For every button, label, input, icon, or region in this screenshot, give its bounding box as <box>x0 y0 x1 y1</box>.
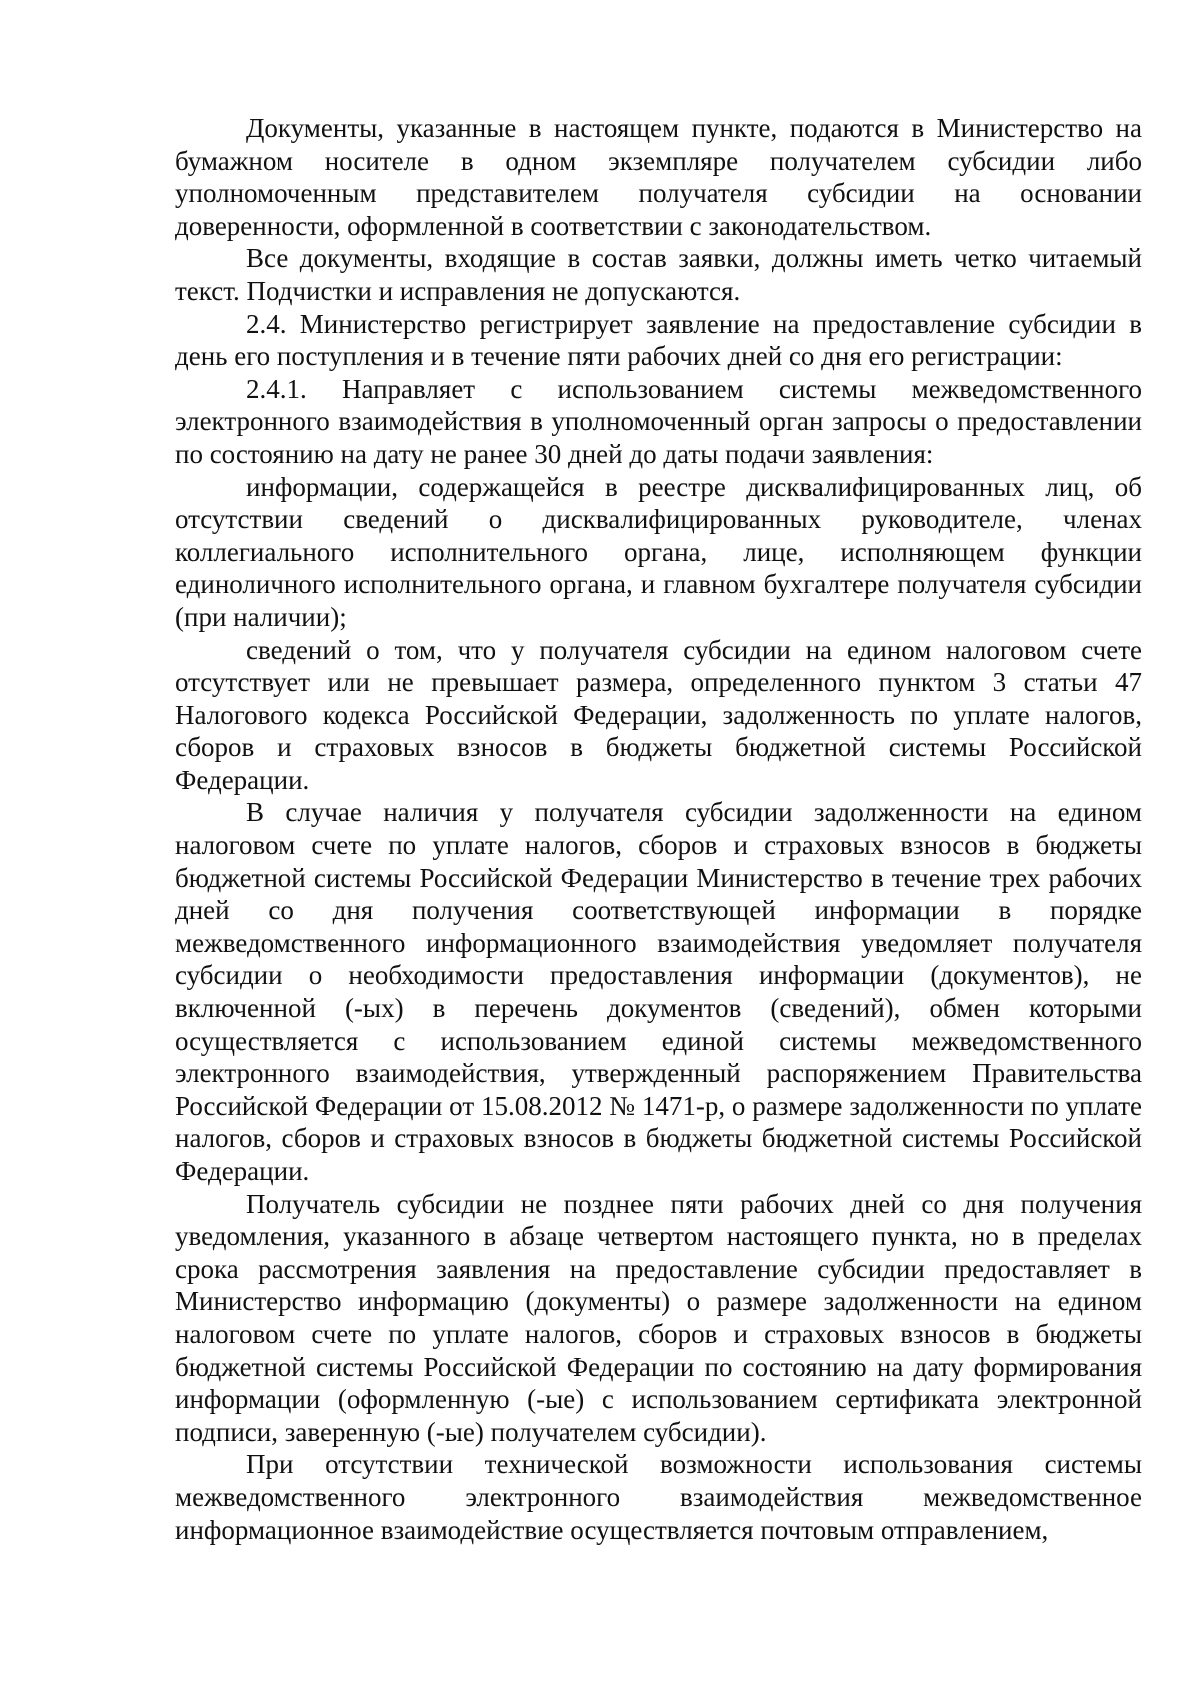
paragraph-postal-interaction: При отсутствии технической возможности использования системы межведомственного электронного взаимодействия межведомственное информационное взаимодействие осуществляется почтовым отправлением, <box>175 1449 1142 1545</box>
paragraph-2-4-1-requests: 2.4.1. Направляет с использованием системы межведомственного электронного взаимодействия в уполномоченный орган запросы о предоставлении по состоянию на дату не ранее 30 дней до даты подачи заявления: <box>175 373 1142 469</box>
paragraph-debt-notification: В случае наличия у получателя субсидии задолженности на едином налоговом счете по уплате налогов, сборов и страховых взносов в бюджеты бюджетной системы Российской Федерации Министерство в течение трех рабочих дней со дня получения соответствующей информации в порядке межведомственного информационного взаимодействия уведомляет получателя субсидии о необходимости предоставления информации (документов), не включенной (-ых) в перечень документов (сведений), обмен которыми осуществляется с использованием единой системы межведомственного электронного взаимодействия, утвержденный распоряжением Правительства Российской Федерации от 15.08.2012 № 1471-р, о размере задолженности по уплате налогов, сборов и страховых взносов в бюджеты бюджетной системы Российской Федерации. <box>175 797 1142 1186</box>
paragraph-documents-submission: Документы, указанные в настоящем пункте, подаются в Министерство на бумажном носителе в одном экземпляре получателем субсидии либо уполномоченным представителем получателя субсидии на основании доверенности, оформленной в соответствии с законодательством. <box>175 113 1142 241</box>
paragraph-recipient-response: Получатель субсидии не позднее пяти рабочих дней со дня получения уведомления, указанного в абзаце четвертом настоящего пункта, но в пределах срока рассмотрения заявления на предоставление субсидии предоставляет в Министерство информацию (документы) о размере задолженности на едином налоговом счете по уплате налогов, сборов и страховых взносов в бюджеты бюджетной системы Российской Федерации по состоянию на дату формирования информации (оформленную (-ые) с использованием сертификата электронной подписи, заверенную (-ые) получателем субсидии). <box>175 1188 1142 1447</box>
document-body <box>175 112 1142 1546</box>
paragraph-readable-text: Все документы, входящие в состав заявки, должны иметь четко читаемый текст. Подчистки и исправления не допускаются. <box>175 243 1142 306</box>
paragraph-disqualified-registry: информации, содержащейся в реестре дисквалифицированных лиц, об отсутствии сведений о дисквалифицированных руководителе, членах коллегиального исполнительного органа, лице, исполняющем функции единоличного исполнительного органа, и главном бухгалтере получателя субсидии (при наличии); <box>175 471 1142 632</box>
paragraph-tax-account-info: сведений о том, что у получателя субсидии на едином налоговом счете отсутствует или не превышает размера, определенного пунктом 3 статьи 47 Налогового кодекса Российской Федерации, задолженность по уплате налогов, сборов и страховых взносов в бюджеты бюджетной системы Российской Федерации. <box>175 634 1142 795</box>
paragraph-2-4-registration: 2.4. Министерство регистрирует заявление на предоставление субсидии в день его поступления и в течение пяти рабочих дней со дня его регистрации: <box>175 308 1142 372</box>
